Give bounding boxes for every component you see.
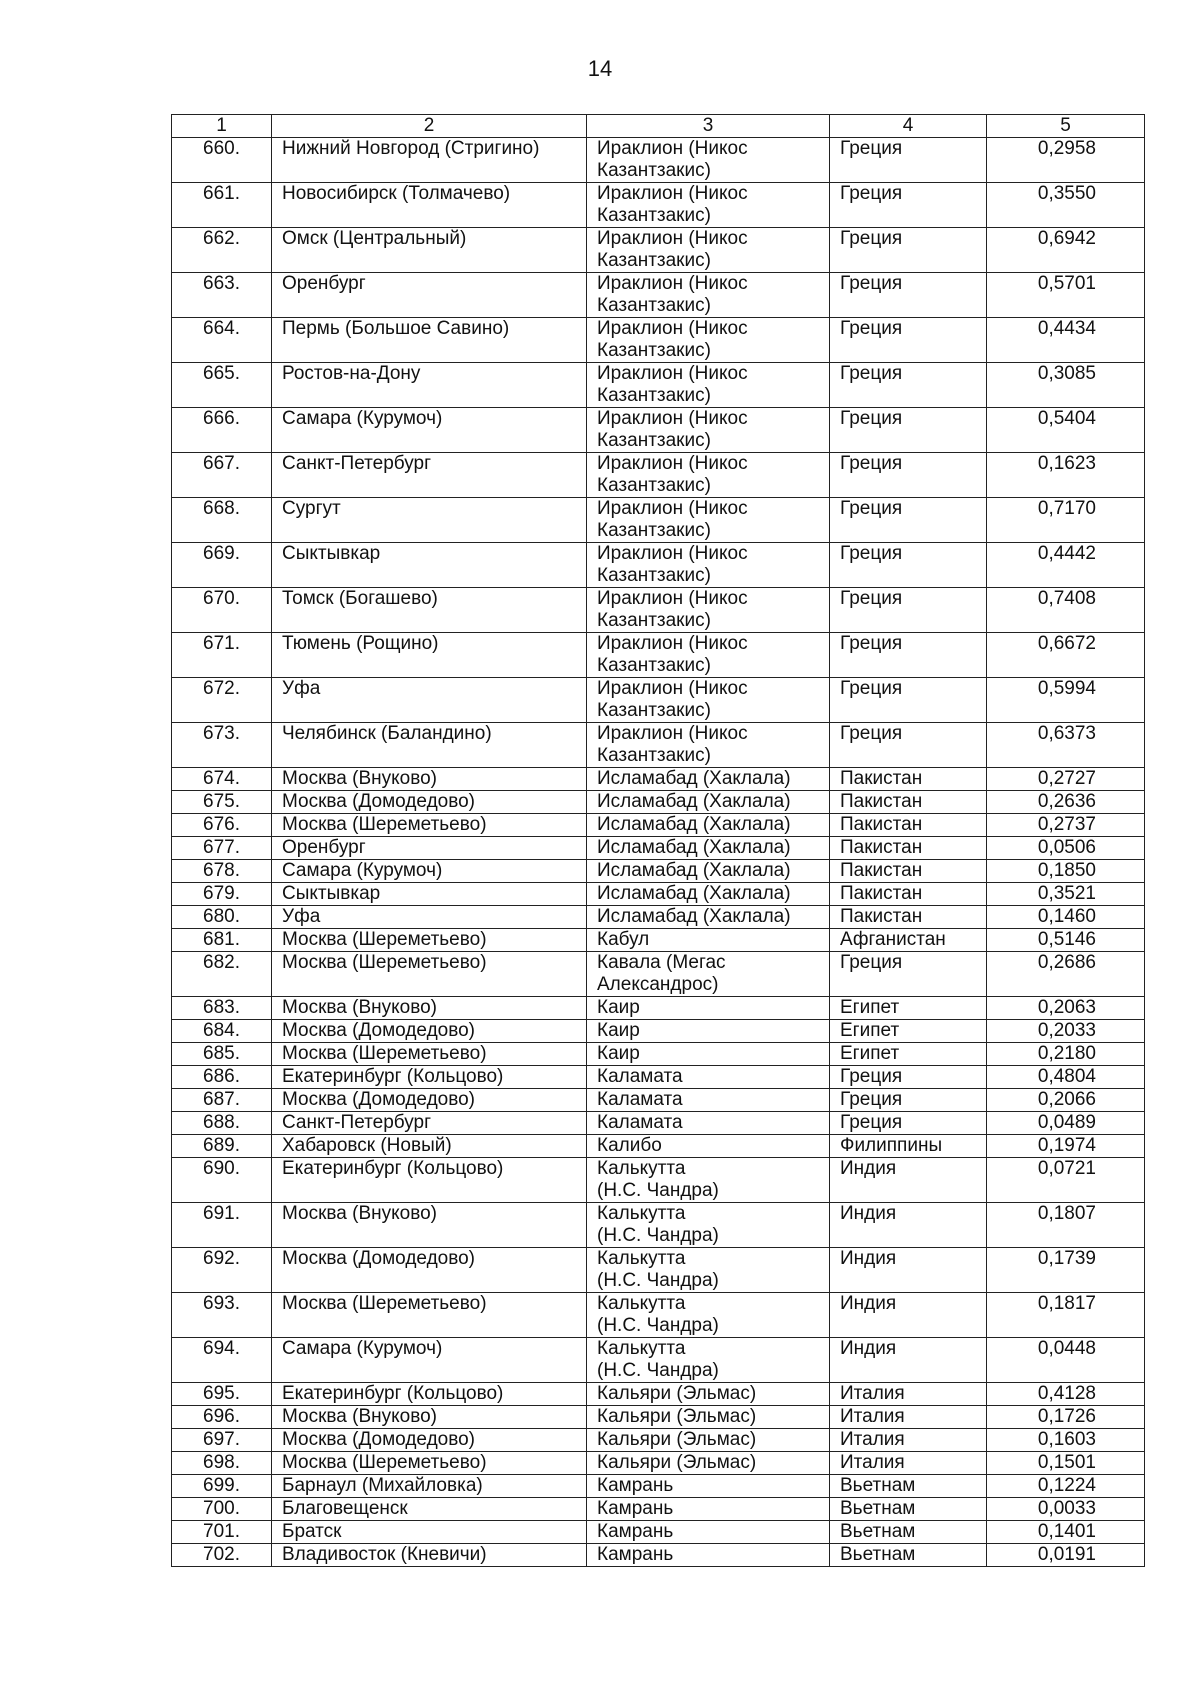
- table-row: [172, 1429, 1145, 1452]
- cell-value: 0,3550: [987, 183, 1145, 228]
- cell-value: 0,4804: [987, 1066, 1145, 1089]
- cell-departure-airport: Москва (Домодедово): [272, 1429, 587, 1452]
- cell-number: 697.: [172, 1429, 272, 1452]
- cell-number: 664.: [172, 318, 272, 363]
- cell-country: Греция: [830, 723, 987, 768]
- cell-departure-airport: Оренбург: [272, 273, 587, 318]
- cell-number: 673.: [172, 723, 272, 768]
- cell-country: Пакистан: [830, 768, 987, 791]
- page-number: 14: [587, 56, 613, 81]
- cell-number: 695.: [172, 1383, 272, 1406]
- cell-departure-airport: Самара (Курумоч): [272, 408, 587, 453]
- cell-number: 701.: [172, 1521, 272, 1544]
- cell-number: 691.: [172, 1203, 272, 1248]
- cell-departure-airport: Екатеринбург (Кольцово): [272, 1158, 587, 1203]
- cell-number: 689.: [172, 1135, 272, 1158]
- table-row: [172, 183, 1145, 228]
- table-row: [172, 1406, 1145, 1429]
- cell-destination-airport: Каламата: [587, 1112, 830, 1135]
- table-row: [172, 1293, 1145, 1338]
- cell-number: 687.: [172, 1089, 272, 1112]
- table-row: [172, 138, 1145, 183]
- cell-country: Индия: [830, 1248, 987, 1293]
- table-row: [172, 1135, 1145, 1158]
- cell-destination-airport: Кальяри (Эльмас): [587, 1452, 830, 1475]
- cell-destination-airport: Исламабад (Хаклала): [587, 860, 830, 883]
- table-row: [172, 1089, 1145, 1112]
- table-row: [172, 318, 1145, 363]
- table-row: [172, 1475, 1145, 1498]
- cell-destination-airport: Калибо: [587, 1135, 830, 1158]
- cell-departure-airport: Тюмень (Рощино): [272, 633, 587, 678]
- cell-country: Пакистан: [830, 837, 987, 860]
- cell-country: Италия: [830, 1429, 987, 1452]
- cell-country: Египет: [830, 997, 987, 1020]
- table-header: [172, 115, 1145, 138]
- cell-value: 0,1603: [987, 1429, 1145, 1452]
- cell-country: Греция: [830, 1089, 987, 1112]
- cell-destination-airport: Кальяри (Эльмас): [587, 1429, 830, 1452]
- cell-destination-airport: Ираклион (Никос Казантзакис): [587, 408, 830, 453]
- cell-destination-airport: Исламабад (Хаклала): [587, 906, 830, 929]
- cell-departure-airport: Омск (Центральный): [272, 228, 587, 273]
- cell-value: 0,3521: [987, 883, 1145, 906]
- cell-destination-airport: Ираклион (Никос Казантзакис): [587, 498, 830, 543]
- column-header-country: 4: [830, 115, 987, 138]
- cell-country: Вьетнам: [830, 1521, 987, 1544]
- cell-value: 0,6373: [987, 723, 1145, 768]
- cell-value: 0,7408: [987, 588, 1145, 633]
- cell-value: 0,1739: [987, 1248, 1145, 1293]
- cell-departure-airport: Хабаровск (Новый): [272, 1135, 587, 1158]
- cell-number: 665.: [172, 363, 272, 408]
- table-row: [172, 814, 1145, 837]
- table-row: [172, 997, 1145, 1020]
- cell-number: 696.: [172, 1406, 272, 1429]
- cell-country: Греция: [830, 1066, 987, 1089]
- cell-value: 0,2958: [987, 138, 1145, 183]
- cell-value: 0,6942: [987, 228, 1145, 273]
- table-row: [172, 952, 1145, 997]
- cell-departure-airport: Москва (Домодедово): [272, 791, 587, 814]
- cell-destination-airport: Калькутта (Н.С. Чандра): [587, 1203, 830, 1248]
- cell-country: Греция: [830, 588, 987, 633]
- cell-number: 685.: [172, 1043, 272, 1066]
- cell-destination-airport: Исламабад (Хаклала): [587, 814, 830, 837]
- cell-country: Греция: [830, 633, 987, 678]
- cell-value: 0,2180: [987, 1043, 1145, 1066]
- cell-number: 666.: [172, 408, 272, 453]
- cell-destination-airport: Ираклион (Никос Казантзакис): [587, 543, 830, 588]
- cell-value: 0,1726: [987, 1406, 1145, 1429]
- table-row: [172, 1158, 1145, 1203]
- data-table: [171, 114, 1145, 1567]
- cell-value: 0,2066: [987, 1089, 1145, 1112]
- cell-number: 660.: [172, 138, 272, 183]
- cell-departure-airport: Москва (Шереметьево): [272, 1043, 587, 1066]
- cell-value: 0,5146: [987, 929, 1145, 952]
- cell-destination-airport: Калькутта (Н.С. Чандра): [587, 1338, 830, 1383]
- cell-number: 667.: [172, 453, 272, 498]
- cell-departure-airport: Самара (Курумоч): [272, 860, 587, 883]
- cell-value: 0,0448: [987, 1338, 1145, 1383]
- cell-destination-airport: Кабул: [587, 929, 830, 952]
- cell-value: 0,2727: [987, 768, 1145, 791]
- cell-country: Египет: [830, 1020, 987, 1043]
- cell-value: 0,1460: [987, 906, 1145, 929]
- cell-departure-airport: Москва (Внуково): [272, 1203, 587, 1248]
- cell-number: 699.: [172, 1475, 272, 1498]
- table-row: [172, 273, 1145, 318]
- cell-country: Египет: [830, 1043, 987, 1066]
- cell-country: Индия: [830, 1158, 987, 1203]
- table-row: [172, 498, 1145, 543]
- cell-destination-airport: Калькутта (Н.С. Чандра): [587, 1158, 830, 1203]
- cell-departure-airport: Москва (Шереметьево): [272, 952, 587, 997]
- table-body: [172, 138, 1145, 1567]
- table-row: [172, 678, 1145, 723]
- table-row: [172, 860, 1145, 883]
- table-row: [172, 837, 1145, 860]
- table-row: [172, 929, 1145, 952]
- cell-country: Индия: [830, 1293, 987, 1338]
- cell-number: 692.: [172, 1248, 272, 1293]
- cell-value: 0,6672: [987, 633, 1145, 678]
- cell-destination-airport: Камрань: [587, 1475, 830, 1498]
- cell-destination-airport: Ираклион (Никос Казантзакис): [587, 138, 830, 183]
- cell-departure-airport: Нижний Новгород (Стригино): [272, 138, 587, 183]
- cell-departure-airport: Барнаул (Михайловка): [272, 1475, 587, 1498]
- cell-value: 0,1623: [987, 453, 1145, 498]
- cell-destination-airport: Кавала (Мегас Александрос): [587, 952, 830, 997]
- cell-departure-airport: Москва (Шереметьево): [272, 929, 587, 952]
- cell-departure-airport: Москва (Шереметьево): [272, 1452, 587, 1475]
- cell-country: Пакистан: [830, 860, 987, 883]
- cell-value: 0,3085: [987, 363, 1145, 408]
- cell-destination-airport: Каир: [587, 1043, 830, 1066]
- cell-departure-airport: Москва (Домодедово): [272, 1020, 587, 1043]
- cell-destination-airport: Ираклион (Никос Казантзакис): [587, 273, 830, 318]
- column-header-departure: 2: [272, 115, 587, 138]
- cell-number: 670.: [172, 588, 272, 633]
- cell-destination-airport: Исламабад (Хаклала): [587, 791, 830, 814]
- cell-departure-airport: Пермь (Большое Савино): [272, 318, 587, 363]
- cell-value: 0,1401: [987, 1521, 1145, 1544]
- cell-destination-airport: Ираклион (Никос Казантзакис): [587, 453, 830, 498]
- cell-departure-airport: Сыктывкар: [272, 883, 587, 906]
- table-row: [172, 1043, 1145, 1066]
- cell-departure-airport: Братск: [272, 1521, 587, 1544]
- cell-destination-airport: Исламабад (Хаклала): [587, 768, 830, 791]
- cell-country: Греция: [830, 408, 987, 453]
- cell-country: Италия: [830, 1383, 987, 1406]
- cell-number: 674.: [172, 768, 272, 791]
- cell-destination-airport: Исламабад (Хаклала): [587, 883, 830, 906]
- cell-number: 684.: [172, 1020, 272, 1043]
- cell-value: 0,5701: [987, 273, 1145, 318]
- cell-country: Филиппины: [830, 1135, 987, 1158]
- table-row: [172, 791, 1145, 814]
- cell-country: Греция: [830, 543, 987, 588]
- table-row: [172, 1452, 1145, 1475]
- cell-departure-airport: Екатеринбург (Кольцово): [272, 1383, 587, 1406]
- table-row: [172, 453, 1145, 498]
- table-row: [172, 768, 1145, 791]
- cell-number: 686.: [172, 1066, 272, 1089]
- cell-number: 680.: [172, 906, 272, 929]
- cell-destination-airport: Кальяри (Эльмас): [587, 1406, 830, 1429]
- cell-departure-airport: Москва (Домодедово): [272, 1248, 587, 1293]
- cell-country: Греция: [830, 363, 987, 408]
- cell-country: Вьетнам: [830, 1475, 987, 1498]
- column-header-number: 1: [172, 115, 272, 138]
- cell-departure-airport: Владивосток (Кневичи): [272, 1544, 587, 1567]
- column-header-value: 5: [987, 115, 1145, 138]
- table-row: [172, 588, 1145, 633]
- cell-destination-airport: Калькутта (Н.С. Чандра): [587, 1293, 830, 1338]
- cell-departure-airport: Благовещенск: [272, 1498, 587, 1521]
- table-row: [172, 723, 1145, 768]
- cell-number: 668.: [172, 498, 272, 543]
- cell-destination-airport: Ираклион (Никос Казантзакис): [587, 318, 830, 363]
- table-row: [172, 1338, 1145, 1383]
- cell-destination-airport: Каир: [587, 1020, 830, 1043]
- column-header-destination: 3: [587, 115, 830, 138]
- cell-number: 676.: [172, 814, 272, 837]
- cell-value: 0,0489: [987, 1112, 1145, 1135]
- cell-departure-airport: Ростов-на-Дону: [272, 363, 587, 408]
- cell-value: 0,0506: [987, 837, 1145, 860]
- cell-departure-airport: Санкт-Петербург: [272, 1112, 587, 1135]
- cell-number: 672.: [172, 678, 272, 723]
- cell-value: 0,4434: [987, 318, 1145, 363]
- cell-country: Вьетнам: [830, 1498, 987, 1521]
- cell-destination-airport: Каламата: [587, 1089, 830, 1112]
- cell-country: Греция: [830, 498, 987, 543]
- cell-value: 0,1807: [987, 1203, 1145, 1248]
- cell-departure-airport: Москва (Домодедово): [272, 1089, 587, 1112]
- cell-country: Греция: [830, 228, 987, 273]
- table-row: [172, 1544, 1145, 1567]
- cell-destination-airport: Камрань: [587, 1521, 830, 1544]
- cell-value: 0,4442: [987, 543, 1145, 588]
- cell-number: 671.: [172, 633, 272, 678]
- table-row: [172, 883, 1145, 906]
- cell-number: 679.: [172, 883, 272, 906]
- cell-departure-airport: Уфа: [272, 906, 587, 929]
- cell-country: Пакистан: [830, 883, 987, 906]
- cell-value: 0,2636: [987, 791, 1145, 814]
- cell-value: 0,2063: [987, 997, 1145, 1020]
- cell-value: 0,5994: [987, 678, 1145, 723]
- cell-number: 702.: [172, 1544, 272, 1567]
- cell-country: Греция: [830, 1112, 987, 1135]
- cell-number: 694.: [172, 1338, 272, 1383]
- cell-country: Пакистан: [830, 814, 987, 837]
- table-row: [172, 906, 1145, 929]
- cell-number: 681.: [172, 929, 272, 952]
- cell-departure-airport: Москва (Внуково): [272, 997, 587, 1020]
- table-row: [172, 543, 1145, 588]
- cell-departure-airport: Томск (Богашево): [272, 588, 587, 633]
- cell-country: Пакистан: [830, 791, 987, 814]
- cell-departure-airport: Новосибирск (Толмачево): [272, 183, 587, 228]
- cell-number: 688.: [172, 1112, 272, 1135]
- cell-destination-airport: Ираклион (Никос Казантзакис): [587, 183, 830, 228]
- table-row: [172, 1066, 1145, 1089]
- cell-destination-airport: Камрань: [587, 1544, 830, 1567]
- cell-value: 0,0721: [987, 1158, 1145, 1203]
- cell-number: 690.: [172, 1158, 272, 1203]
- cell-country: Греция: [830, 453, 987, 498]
- cell-number: 661.: [172, 183, 272, 228]
- cell-number: 698.: [172, 1452, 272, 1475]
- table-row: [172, 1112, 1145, 1135]
- cell-value: 0,1501: [987, 1452, 1145, 1475]
- cell-value: 0,4128: [987, 1383, 1145, 1406]
- cell-destination-airport: Ираклион (Никос Казантзакис): [587, 588, 830, 633]
- cell-value: 0,7170: [987, 498, 1145, 543]
- cell-number: 683.: [172, 997, 272, 1020]
- cell-country: Греция: [830, 678, 987, 723]
- cell-departure-airport: Москва (Шереметьево): [272, 814, 587, 837]
- cell-destination-airport: Камрань: [587, 1498, 830, 1521]
- cell-value: 0,2737: [987, 814, 1145, 837]
- cell-departure-airport: Челябинск (Баландино): [272, 723, 587, 768]
- cell-country: Греция: [830, 318, 987, 363]
- cell-departure-airport: Сургут: [272, 498, 587, 543]
- cell-country: Пакистан: [830, 906, 987, 929]
- cell-country: Греция: [830, 183, 987, 228]
- cell-destination-airport: Ираклион (Никос Казантзакис): [587, 678, 830, 723]
- cell-destination-airport: Каир: [587, 997, 830, 1020]
- cell-departure-airport: Самара (Курумоч): [272, 1338, 587, 1383]
- cell-number: 663.: [172, 273, 272, 318]
- cell-country: Вьетнам: [830, 1544, 987, 1567]
- cell-value: 0,2033: [987, 1020, 1145, 1043]
- cell-number: 677.: [172, 837, 272, 860]
- cell-value: 0,5404: [987, 408, 1145, 453]
- cell-destination-airport: Ираклион (Никос Казантзакис): [587, 723, 830, 768]
- table-row: [172, 1203, 1145, 1248]
- cell-destination-airport: Калькутта (Н.С. Чандра): [587, 1248, 830, 1293]
- table-row: [172, 228, 1145, 273]
- table-row: [172, 633, 1145, 678]
- cell-number: 678.: [172, 860, 272, 883]
- table-row: [172, 1248, 1145, 1293]
- cell-destination-airport: Кальяри (Эльмас): [587, 1383, 830, 1406]
- cell-value: 0,1817: [987, 1293, 1145, 1338]
- cell-country: Индия: [830, 1203, 987, 1248]
- cell-value: 0,1224: [987, 1475, 1145, 1498]
- cell-departure-airport: Сыктывкар: [272, 543, 587, 588]
- table-row: [172, 1383, 1145, 1406]
- cell-departure-airport: Санкт-Петербург: [272, 453, 587, 498]
- cell-number: 675.: [172, 791, 272, 814]
- cell-country: Греция: [830, 952, 987, 997]
- cell-destination-airport: Каламата: [587, 1066, 830, 1089]
- table-row: [172, 1521, 1145, 1544]
- cell-destination-airport: Ираклион (Никос Казантзакис): [587, 228, 830, 273]
- cell-country: Италия: [830, 1452, 987, 1475]
- table-row: [172, 1020, 1145, 1043]
- cell-destination-airport: Ираклион (Никос Казантзакис): [587, 363, 830, 408]
- cell-number: 669.: [172, 543, 272, 588]
- header-row: [172, 115, 1145, 138]
- cell-value: 0,2686: [987, 952, 1145, 997]
- table-row: [172, 363, 1145, 408]
- table-row: [172, 408, 1145, 453]
- cell-country: Италия: [830, 1406, 987, 1429]
- cell-departure-airport: Москва (Шереметьево): [272, 1293, 587, 1338]
- cell-departure-airport: Москва (Внуково): [272, 768, 587, 791]
- cell-departure-airport: Оренбург: [272, 837, 587, 860]
- cell-number: 700.: [172, 1498, 272, 1521]
- cell-number: 662.: [172, 228, 272, 273]
- cell-value: 0,1974: [987, 1135, 1145, 1158]
- cell-country: Греция: [830, 273, 987, 318]
- cell-departure-airport: Москва (Внуково): [272, 1406, 587, 1429]
- cell-destination-airport: Ираклион (Никос Казантзакис): [587, 633, 830, 678]
- cell-number: 682.: [172, 952, 272, 997]
- cell-country: Греция: [830, 138, 987, 183]
- cell-departure-airport: Уфа: [272, 678, 587, 723]
- cell-value: 0,0033: [987, 1498, 1145, 1521]
- cell-number: 693.: [172, 1293, 272, 1338]
- cell-destination-airport: Исламабад (Хаклала): [587, 837, 830, 860]
- cell-departure-airport: Екатеринбург (Кольцово): [272, 1066, 587, 1089]
- table-row: [172, 1498, 1145, 1521]
- cell-value: 0,0191: [987, 1544, 1145, 1567]
- cell-country: Индия: [830, 1338, 987, 1383]
- cell-value: 0,1850: [987, 860, 1145, 883]
- cell-country: Афганистан: [830, 929, 987, 952]
